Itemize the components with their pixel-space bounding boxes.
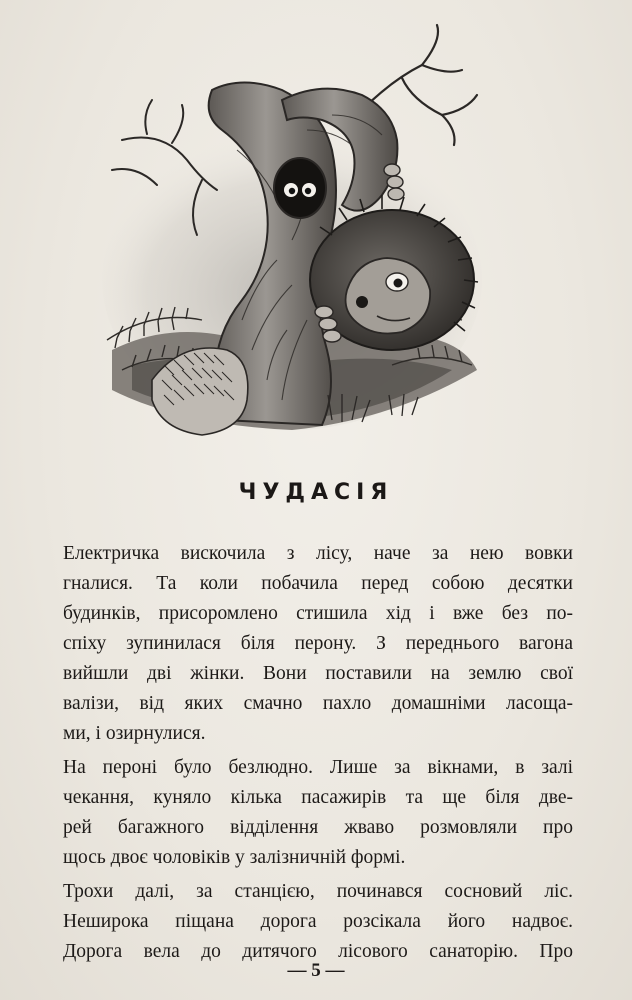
page-number: — 5 — bbox=[287, 960, 345, 981]
text-line: щось двоє чоловіків у залізничній формі. bbox=[63, 847, 406, 868]
text-line: вийшли дві жінки. Вони поставили на землю свої bbox=[63, 663, 573, 684]
text-line: спіху зупинилася біля перону. З переднього вагона bbox=[63, 633, 573, 654]
text-line: На пероні було безлюдно. Лише за вікнами, в залі bbox=[63, 757, 573, 778]
text-line: ми, і озирнулися. bbox=[63, 723, 206, 744]
text-line: валізи, від яких смачно пахло домашніми ласоща- bbox=[63, 693, 573, 714]
text-line: Трохи далі, за станцією, починався сосновий ліс. bbox=[63, 881, 573, 902]
text-line: будинків, присоромлено стишила хід і вже без по- bbox=[63, 603, 573, 624]
text-line: Електричка вискочила з лісу, наче за нею вовки bbox=[63, 543, 573, 564]
chapter-body bbox=[63, 539, 573, 971]
chapter-title: ЧУДАСІЯ bbox=[238, 480, 394, 505]
paragraph-1 bbox=[63, 539, 573, 749]
text-line: Дорога вела до дитячого лісового санаторію. Про bbox=[63, 941, 573, 962]
text-line: чекання, куняло кілька пасажирів та ще біля две- bbox=[63, 787, 573, 808]
paragraph-3 bbox=[63, 877, 573, 967]
text-line: гналися. Та коли побачила перед собою десятки bbox=[63, 573, 573, 594]
text-line: рей багажного відділення жваво розмовляли про bbox=[63, 817, 573, 838]
hedgehog-in-hollow-tree-illustration bbox=[92, 20, 482, 445]
text-line: Неширока піщана дорога розсікала його надвоє. bbox=[63, 911, 573, 932]
paragraph-2 bbox=[63, 753, 573, 873]
